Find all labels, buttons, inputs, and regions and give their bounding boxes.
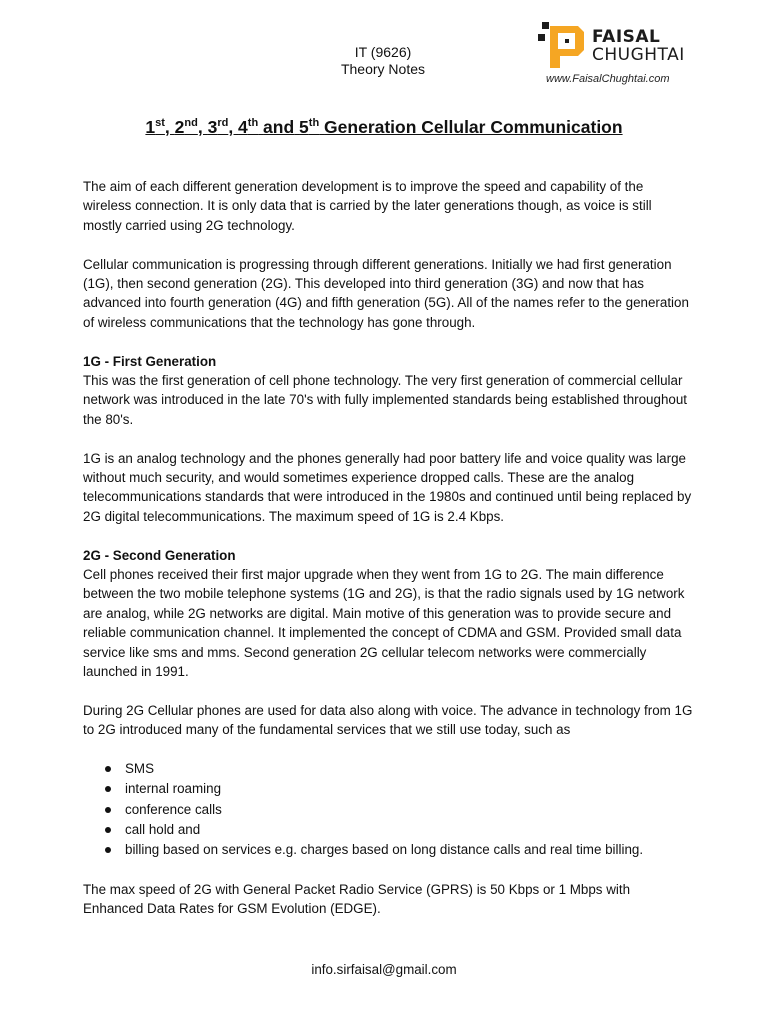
bullet-icon	[105, 847, 111, 853]
brand-logo	[538, 20, 698, 90]
document-body	[83, 177, 693, 918]
title-ord3: 3	[207, 116, 218, 137]
title-ord4-sup: th	[247, 117, 259, 129]
section-heading-1g: 1G - First Generation	[83, 353, 217, 369]
page-title: 1st, 2nd, 3rd, 4th and 5th Generation Cellular Communication	[145, 116, 623, 137]
title-ord2-sup: nd	[184, 117, 198, 129]
title-ord1-sup: st	[155, 117, 165, 129]
intro-paragraph-2: Cellular communication is progressing through different generations. Initially we had first generation (1G), then second generation (2G). This developed into third generation (3G) and now that has advanced into fourth generation (4G) and fifth generation (5G). All of the names refer to the generation of wireless communications that the technology has gone through.	[83, 256, 689, 330]
list-item: conference calls	[83, 800, 693, 820]
footer-email: info.sirfaisal@gmail.com	[311, 962, 457, 977]
logo-url: www.FaisalChughtai.com	[546, 73, 670, 85]
bullet-icon	[105, 807, 111, 813]
title-rest: Generation Cellular Communication	[324, 116, 623, 137]
section-heading-2g: 2G - Second Generation	[83, 547, 236, 563]
section-2g-paragraph-1: Cell phones received their first major upgrade when they went from 1G to 2G. The main difference between the two mobile telephone systems (1G and 2G), is that the radio signals used by 1G network are analog, while 2G networks are digital. Main motive of this generation was to provide secure and reliable communication channel. It implemented the concept of CDMA and GSM. Provided small data service like sms and mms. Second generation 2G cellular telecom networks were commercially launched in 1991.	[83, 567, 685, 680]
section-2g-paragraph-3: The max speed of 2G with General Packet Radio Service (GPRS) is 50 Kbps or 1 Mbps with Enhanced Data Rates for GSM Evolution (EDGE).	[83, 881, 631, 916]
title-ord4: 4	[238, 116, 248, 137]
list-item: call hold and	[83, 820, 693, 840]
bullet-icon	[105, 786, 111, 792]
list-item: internal roaming	[83, 779, 693, 799]
title-ord1: 1	[145, 116, 156, 137]
title-ord5-sup: th	[308, 117, 320, 129]
course-subtitle: Theory Notes	[340, 61, 426, 77]
services-list	[83, 759, 693, 860]
title-ord5: 5	[299, 116, 309, 137]
section-2g-paragraph-2: During 2G Cellular phones are used for data also along with voice. The advance in technology from 1G to 2G introduced many of the fundamental services that we still use today, such as	[83, 702, 693, 738]
list-item: billing based on services e.g. charges based on long distance calls and real time billing.	[83, 840, 693, 860]
title-ord3-sup: rd	[217, 117, 229, 129]
logo-name-line2: CHUGHTAI	[592, 45, 685, 65]
course-code: IT (9626)	[354, 44, 412, 60]
bullet-icon	[105, 827, 111, 833]
logo-name-line1: FAISAL	[592, 27, 661, 47]
bullet-icon	[105, 766, 111, 772]
intro-paragraph-1: The aim of each different generation development is to improve the speed and capability of the wireless connection. It is only data that is carried by the later generations though, as voice is still mostly carried using 2G technology.	[83, 179, 652, 233]
title-conj: and	[263, 116, 295, 137]
list-item: SMS	[83, 759, 693, 779]
title-ord2: 2	[174, 116, 185, 137]
logo-mark-icon	[538, 20, 594, 72]
section-1g-paragraph-1: This was the first generation of cell phone technology. The very first generation of commercial cellular network was introduced in the late 70's with fully implemented standards being established throughout the 80's.	[83, 373, 688, 427]
section-1g-paragraph-2: 1G is an analog technology and the phones generally had poor battery life and voice quality was large without much security, and would sometimes experience dropped calls. These are the analog telecommunications standards that were introduced in the 1980s and continued until being replaced by 2G digital telecommunications. The maximum speed of 1G is 2.4 Kbps.	[83, 450, 692, 524]
